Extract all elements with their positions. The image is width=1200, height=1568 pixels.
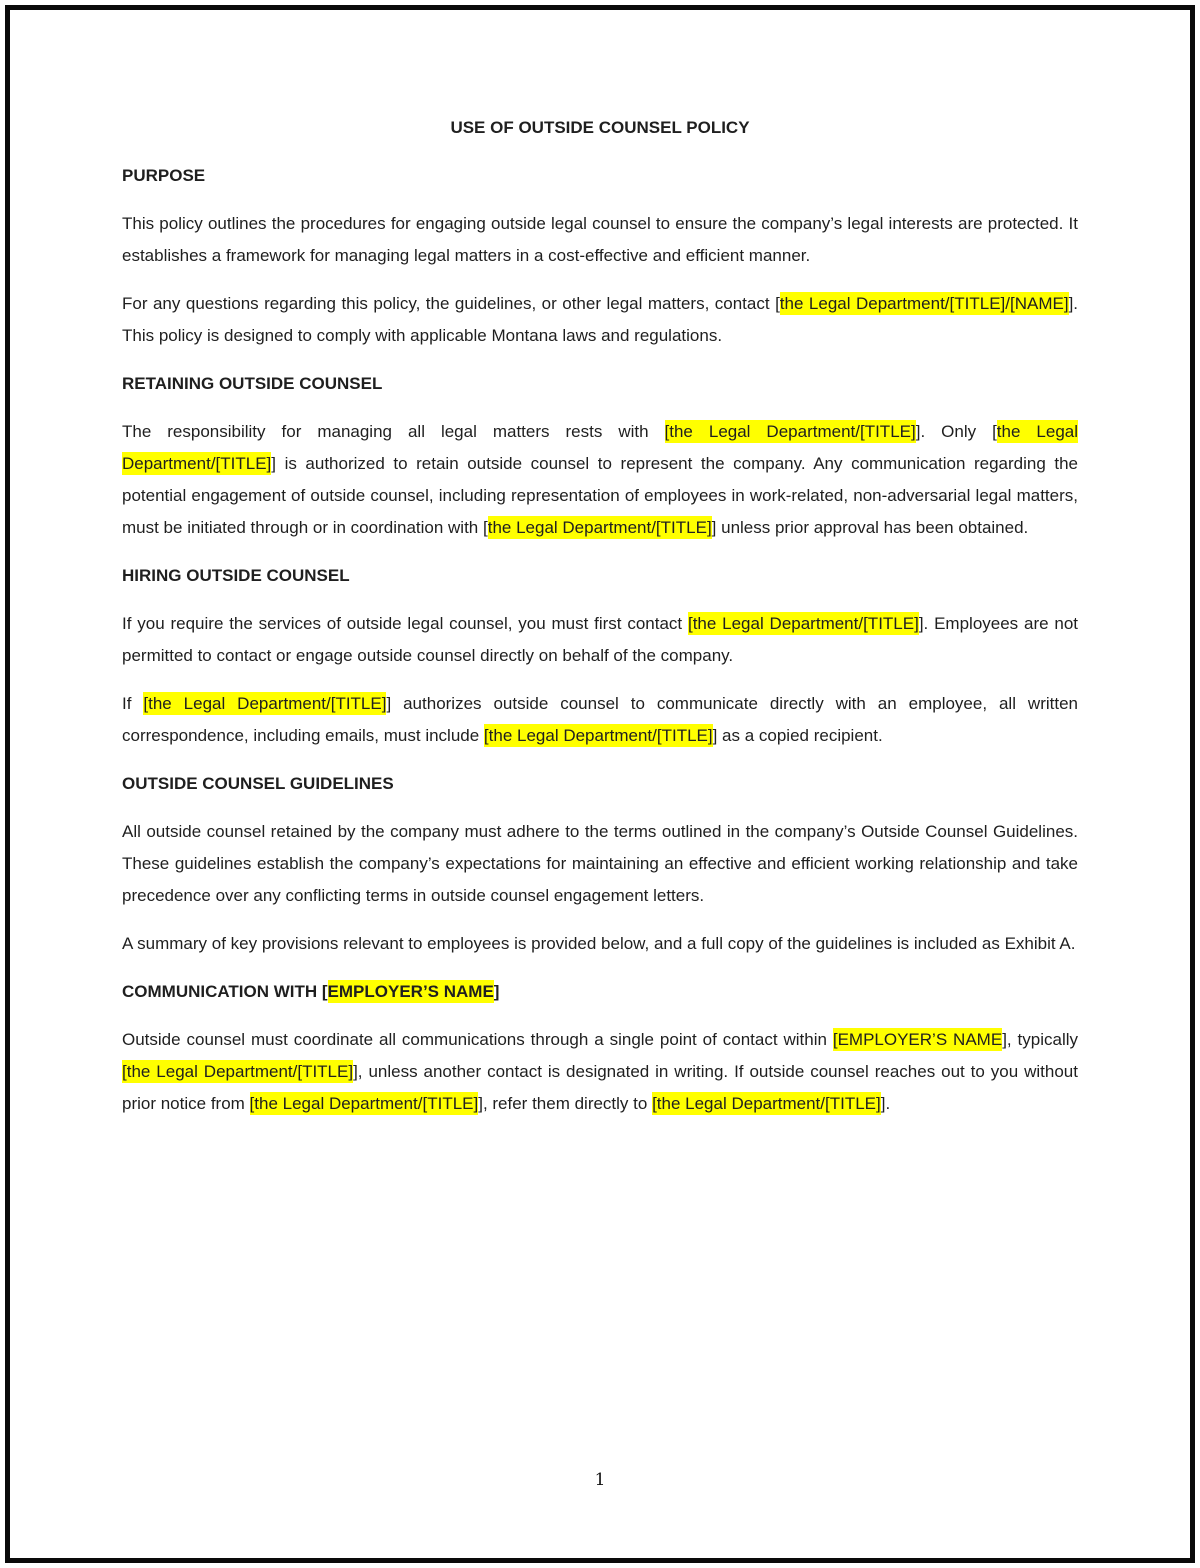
document-content	[122, 112, 1078, 1120]
text-segment: The responsibility for managing all legal matters rests with	[122, 422, 665, 441]
placeholder-highlight: [EMPLOYER’S NAME	[832, 1030, 1003, 1049]
placeholder-highlight: the Legal Department/[TITLE]	[487, 518, 712, 537]
placeholder-highlight: [the Legal Department/[TITLE]	[664, 422, 916, 441]
placeholder-highlight: the Legal Department/[TITLE]	[122, 422, 1079, 473]
text-segment: ] is authorized to retain outside counsel to represent the company. Any communication regarding the potential engagement of outside counsel, including representation of employees in work-related, non-adversarial legal matters, must be initiated through or in coordination with [	[122, 454, 1078, 537]
text-segment: A summary of key provisions relevant to employees is provided below, and a full copy of the guidelines is included as Exhibit A.	[122, 934, 1076, 953]
text-segment: RETAINING OUTSIDE COUNSEL	[122, 374, 383, 393]
text-segment: COMMUNICATION WITH [	[122, 982, 328, 1001]
section-heading	[122, 976, 1078, 1008]
paragraph	[122, 688, 1078, 752]
text-segment: ], refer them directly to	[478, 1094, 653, 1113]
text-segment: ], typically	[1002, 1030, 1079, 1049]
text-segment: ].	[880, 1094, 891, 1113]
text-segment: ] as a copied recipient.	[712, 726, 883, 745]
placeholder-highlight: [the Legal Department/[TITLE]	[143, 694, 387, 713]
text-segment: Outside counsel must coordinate all communications through a single point of contact within	[122, 1030, 833, 1049]
text-segment: PURPOSE	[122, 166, 206, 185]
paragraph	[122, 288, 1078, 352]
section-heading	[122, 368, 1078, 400]
text-segment: All outside counsel retained by the company must adhere to the terms outlined in the company’s Outside Counsel Guidelines. These guidelines establish the company’s expectations for maintaining an effective and efficient working relationship and take precedence over any conflicting terms in outside counsel engagement letters.	[122, 822, 1078, 905]
text-segment: ]	[493, 982, 500, 1001]
text-segment: ]. Only [	[915, 422, 997, 441]
placeholder-highlight: [the Legal Department/[TITLE]	[249, 1094, 479, 1113]
paragraph	[122, 1024, 1078, 1120]
text-segment: ] authorizes outside counsel to communicate directly with an employee, all written correspondence, including emails, must include	[122, 694, 1078, 745]
text-segment: OUTSIDE COUNSEL GUIDELINES	[122, 774, 394, 793]
placeholder-highlight: [the Legal Department/[TITLE]	[122, 1062, 354, 1081]
placeholder-highlight: the Legal Department/[TITLE]/[NAME]	[779, 294, 1069, 313]
text-segment: HIRING OUTSIDE COUNSEL	[122, 566, 350, 585]
section-heading	[122, 160, 1078, 192]
placeholder-highlight: [the Legal Department/[TITLE]	[483, 726, 713, 745]
text-segment: ] unless prior approval has been obtained.	[711, 518, 1029, 537]
text-segment: If	[122, 694, 144, 713]
text-segment: For any questions regarding this policy, the guidelines, or other legal matters, contact [	[122, 294, 780, 313]
text-segment: ]. This policy is designed to comply with applicable Montana laws and regulations.	[122, 294, 1079, 345]
section-heading	[122, 768, 1078, 800]
placeholder-highlight: [the Legal Department/[TITLE]	[687, 614, 919, 633]
text-segment: If you require the services of outside legal counsel, you must first contact	[122, 614, 688, 633]
paragraph	[122, 208, 1078, 272]
text-segment: This policy outlines the procedures for engaging outside legal counsel to ensure the company’s legal interests are protected. It establishes a framework for managing legal matters in a cost-effective and efficient manner.	[122, 214, 1078, 265]
document-body	[122, 160, 1078, 1120]
section-heading	[122, 560, 1078, 592]
page-number: 1	[594, 1470, 606, 1490]
paragraph	[122, 416, 1078, 544]
paragraph	[122, 928, 1078, 960]
placeholder-highlight: [the Legal Department/[TITLE]	[652, 1094, 881, 1113]
text-segment: ], unless another contact is designated in writing. If outside counsel reaches out to you without prior notice from	[122, 1062, 1078, 1113]
paragraph	[122, 816, 1078, 912]
placeholder-highlight: EMPLOYER’S NAME	[327, 982, 494, 1001]
document-title: USE OF OUTSIDE COUNSEL POLICY	[450, 118, 750, 137]
text-segment: ]. Employees are not permitted to contact or engage outside counsel directly on behalf of the company.	[122, 614, 1079, 665]
paragraph	[122, 608, 1078, 672]
